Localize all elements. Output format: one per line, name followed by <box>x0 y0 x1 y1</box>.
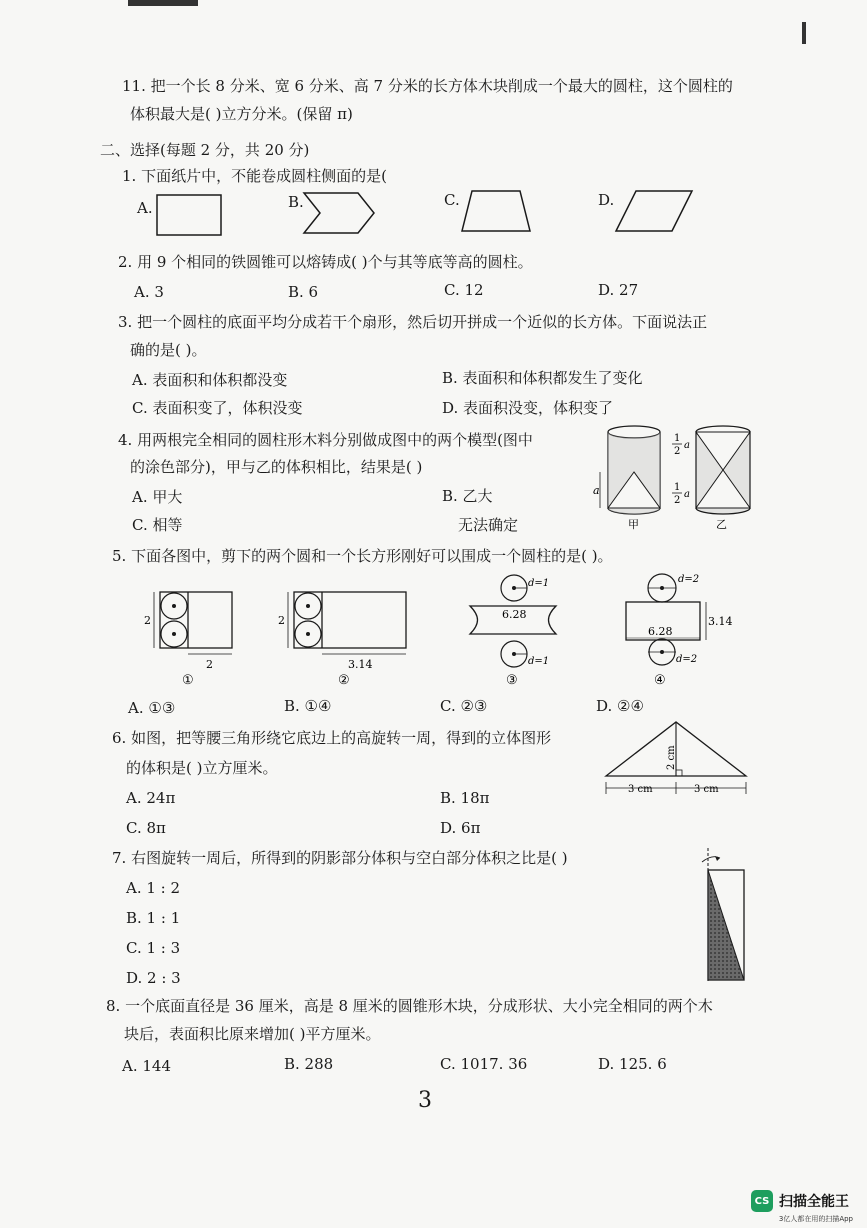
c4-line1: 4. 用两根完全相同的圆柱形木料分别做成图中的两个模型(图中 <box>118 431 533 449</box>
c1-option-b: B. <box>288 193 304 211</box>
c7-option-d: D. 2 : 3 <box>126 969 181 987</box>
c2-option-d: D. 27 <box>598 281 639 299</box>
c6-option-b: B. 18π <box>440 789 490 807</box>
c5-net-3 <box>470 575 556 688</box>
c8-option-d: D. 125. 6 <box>598 1055 667 1073</box>
c1-stem: 1. 下面纸片中，不能卷成圆柱侧面的是( <box>122 167 387 185</box>
c8-option-c: C. 1017. 36 <box>440 1055 528 1073</box>
c1-option-a: A. <box>137 199 153 217</box>
svg-text:d=2: d=2 <box>678 574 700 585</box>
svg-text:3.14: 3.14 <box>348 658 373 671</box>
c7-stem: 7. 右图旋转一周后，所得到的阴影部分体积与空白部分体积之比是( ) <box>112 849 568 867</box>
c7-option-a: A. 1 : 2 <box>126 879 181 897</box>
c5-option-d: D. ②④ <box>596 697 644 715</box>
svg-text:1: 1 <box>674 433 681 444</box>
c5-option-b: B. ①④ <box>284 697 332 715</box>
c5-net-2 <box>278 592 406 688</box>
svg-text:2: 2 <box>278 614 285 627</box>
c7-option-c: C. 1 : 3 <box>126 939 181 957</box>
c5-option-c: C. ②③ <box>440 697 488 715</box>
svg-text:6.28: 6.28 <box>648 625 673 638</box>
c3-line2: 确的是( )。 <box>130 341 207 359</box>
c3-option-d: D. 表面积没变，体积变了 <box>442 399 614 417</box>
c8-line1: 8. 一个底面直径是 36 厘米，高是 8 厘米的圆锥形木块，分成形状、大小完全相同的两个木 <box>106 997 713 1015</box>
c3-option-c: C. 表面积变了，体积没变 <box>132 399 303 417</box>
c4-label-a: a <box>593 484 600 497</box>
scanner-logo-icon: CS <box>751 1190 773 1212</box>
svg-text:a: a <box>684 440 690 451</box>
svg-text:①: ① <box>182 673 194 688</box>
svg-text:2: 2 <box>674 495 681 506</box>
c3-line1: 3. 把一个圆柱的底面平均分成若干个扇形，然后切开拼成一个近似的长方体。下面说法正 <box>118 313 708 331</box>
c6-option-d: D. 6π <box>440 819 481 837</box>
c4-option-d: 无法确定 <box>458 516 519 534</box>
c8-line2: 块后，表面积比原来增加( )平方厘米。 <box>124 1025 381 1043</box>
c4-fraction-top <box>672 433 690 457</box>
q11-line2: 体积最大是( )立方分米。(保留 π) <box>130 105 353 123</box>
c6-option-a: A. 24π <box>126 789 176 807</box>
c1-shape-parallelogram <box>614 188 696 234</box>
c6-triangle-figure <box>598 718 754 804</box>
svg-text:②: ② <box>338 673 350 688</box>
scanner-watermark <box>751 1190 849 1212</box>
c3-option-a: A. 表面积和体积都没变 <box>132 371 288 389</box>
c6-right-label: 3 cm <box>694 784 719 795</box>
scanner-name: 扫描全能王 <box>779 1194 849 1210</box>
svg-text:d=2: d=2 <box>676 654 698 665</box>
page-number: 3 <box>418 1088 432 1113</box>
scanner-tagline: 3亿人都在用的扫描App <box>778 1215 853 1223</box>
svg-text:6.28: 6.28 <box>502 608 527 621</box>
c1-option-d: D. <box>598 191 615 209</box>
c6-option-c: C. 8π <box>126 819 166 837</box>
c2-option-b: B. 6 <box>288 283 319 301</box>
c6-left-label: 3 cm <box>628 784 653 795</box>
c4-fraction-bottom <box>672 482 690 506</box>
c1-option-c: C. <box>444 191 460 209</box>
c5-option-a: A. ①③ <box>128 699 176 717</box>
c4-option-a: A. 甲大 <box>132 488 183 506</box>
svg-text:2: 2 <box>206 658 213 671</box>
c4-cylinder-jia <box>593 426 660 531</box>
c1-shape-trapezoid <box>458 188 534 234</box>
right-edge-scan-mark <box>802 22 806 44</box>
c7-option-b: B. 1 : 1 <box>126 909 181 927</box>
c1-shape-chevron <box>300 190 378 236</box>
c4-cylinders-figure <box>588 420 766 534</box>
svg-text:2: 2 <box>144 614 151 627</box>
c5-net-4 <box>626 574 733 688</box>
svg-text:2: 2 <box>674 446 681 457</box>
c4-label-yi: 乙 <box>716 518 727 531</box>
c8-option-a: A. 144 <box>122 1057 171 1075</box>
c6-height-label: 2 cm <box>666 745 677 770</box>
c1-shape-rectangle <box>155 193 225 237</box>
c5-net-1 <box>144 592 232 688</box>
c6-line1: 6. 如图，把等腰三角形绕它底边上的高旋转一周，得到的立体图形 <box>112 729 552 747</box>
c3-option-b: B. 表面积和体积都发生了变化 <box>442 369 643 387</box>
c5-stem: 5. 下面各图中，剪下的两个圆和一个长方形刚好可以围成一个圆柱的是( )。 <box>112 547 613 565</box>
svg-text:3.14: 3.14 <box>708 615 733 628</box>
top-scan-mark <box>128 0 198 6</box>
svg-text:a: a <box>684 489 690 500</box>
c6-line2: 的体积是( )立方厘米。 <box>126 759 278 777</box>
c4-line2: 的涂色部分)，甲与乙的体积相比，结果是( ) <box>130 458 423 476</box>
svg-text:④: ④ <box>654 673 666 688</box>
c8-option-b: B. 288 <box>284 1055 334 1073</box>
c5-nets-figure <box>140 572 760 692</box>
c2-option-a: A. 3 <box>134 283 164 301</box>
svg-text:1: 1 <box>674 482 681 493</box>
c4-label-jia: 甲 <box>628 518 639 531</box>
svg-text:③: ③ <box>506 673 518 688</box>
q11-line1: 11. 把一个长 8 分米、宽 6 分米、高 7 分米的长方体木块削成一个最大的圆柱，这个圆柱的 <box>122 77 733 95</box>
c4-option-b: B. 乙大 <box>442 487 493 505</box>
c2-option-c: C. 12 <box>444 281 484 299</box>
svg-text:d=1: d=1 <box>528 656 550 667</box>
c2-stem: 2. 用 9 个相同的铁圆锥可以熔铸成( )个与其等底等高的圆柱。 <box>118 253 533 271</box>
svg-text:d=1: d=1 <box>528 578 550 589</box>
c7-rotation-figure <box>694 840 754 990</box>
section-title: 二、选择(每题 2 分，共 20 分) <box>100 141 310 159</box>
c4-option-c: C. 相等 <box>132 516 183 534</box>
c4-cylinder-yi <box>696 426 750 531</box>
